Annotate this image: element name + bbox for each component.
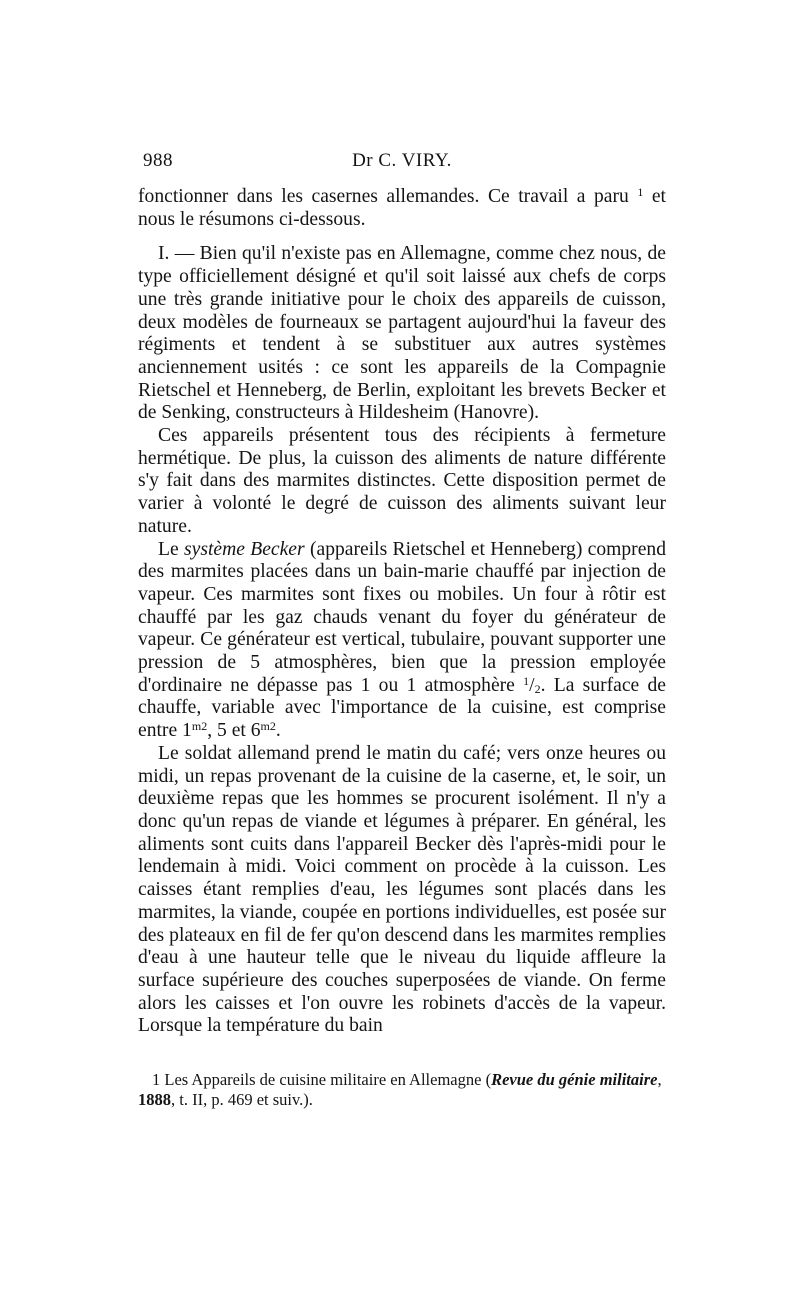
- paragraph-systeme-becker: [138, 539, 666, 743]
- footnote: [138, 1070, 666, 1110]
- paragraph-text: fonctionner dans les casernes allemandes. Ce travail a paru: [138, 186, 629, 207]
- fraction-numerator: 1: [523, 673, 530, 688]
- paragraph-text: Le: [158, 538, 179, 560]
- footnote-number: 1: [152, 1070, 161, 1089]
- footnote-text: , t. II, p. 469 et suiv.).: [171, 1090, 313, 1109]
- paragraph-appareils: Ces appareils présentent tous des récipients à fermeture hermétique. De plus, la cuisson des aliments de nature différente s'y fait dans des marmites distinctes. Cette disposition permet de varier à volonté le degré de cuisson des aliments suivant leur nature.: [138, 425, 666, 537]
- footnote-text: Les Appareils de cuisine militaire en Allemagne (: [164, 1070, 492, 1089]
- page-number: 988: [143, 150, 173, 171]
- footnote-reference: 1: [637, 185, 644, 199]
- footnote-journal-title: Revue du génie militaire: [491, 1070, 658, 1089]
- paragraph-text: . La surface de chauffe, variable avec l'importance de la cuisine, est comprise entre 1: [138, 674, 666, 742]
- paragraph-text: .: [275, 720, 281, 742]
- running-head: Dr C. VIRY.: [352, 150, 452, 171]
- paragraph-soldat-allemand: Le soldat allemand prend le matin du café; vers onze heures ou midi, un repas provenant de la cuisine de la caserne, et, le soir, un deuxième repas que les hommes se procurent isolément. Il n'y a donc qu'un repas de viande et légumes à préparer. En général, les aliments sont cuits dans l'appareil Becker dès l'après-midi pour le lendemain à midi. Voici comment on procède à la cuisson. Les caisses étant remplies d'eau, les légumes sont placés dans les marmites, la viande, coupée en portions individuelles, est posée sur des plateaux en fil de fer qu'on descend dans les marmites remplies d'eau à une hauteur telle que le niveau du liquide affleure la surface supérieure des couches superposées de viande. On ferme alors les caisses et l'on ouvre les robinets d'accès de la vapeur. Lorsque la température du bain: [138, 742, 666, 1037]
- paragraph-text: et nous le résumons ci-dessous.: [138, 186, 666, 230]
- paragraph-text: (appareils Rietschel et Henneberg) comprend des marmites placées dans un bain-marie chauffé par injection de vapeur. Ces marmites sont fixes ou mobiles. Un four à rôtir est chauffé par les gaz chauds venant du foyer du générateur de vapeur. Ce générateur est vertical, tubulaire, pouvant supporter une pression de 5 atmosphères, bien que la pression employée d'ordinaire ne dépasse pas 1 ou 1 atmosphère: [138, 538, 667, 696]
- fraction-slash: /: [529, 674, 535, 696]
- fraction-denominator: 2: [534, 681, 541, 696]
- body-text: [138, 186, 666, 1038]
- paragraph-continuation: [138, 186, 666, 231]
- page-header: [138, 150, 666, 180]
- paragraph-section-one: I. — Bien qu'il n'existe pas en Allemagne, comme chez nous, de type officiellement désigné et qu'il soit laissé aux chefs de corps une très grande initiative pour le choix des appareils de cuisson, deux modèles de fourneaux se partagent aujourd'hui la faveur des régiments et tendent à se substituer aux autres systèmes anciennement usités : ce sont les appareils de la Compagnie Rietschel et Henneberg, de Berlin, exploitant les brevets Becker et de Senking, constructeurs à Hildesheim (Hanovre).: [138, 243, 666, 424]
- paragraph-text: , 5 et 6: [207, 720, 261, 742]
- footnote-text: ,: [657, 1070, 662, 1089]
- unit-superscript: m2: [191, 719, 208, 734]
- footnote-year: 1888: [138, 1090, 171, 1109]
- italic-term: système Becker: [184, 538, 305, 560]
- unit-superscript: m2: [260, 719, 276, 734]
